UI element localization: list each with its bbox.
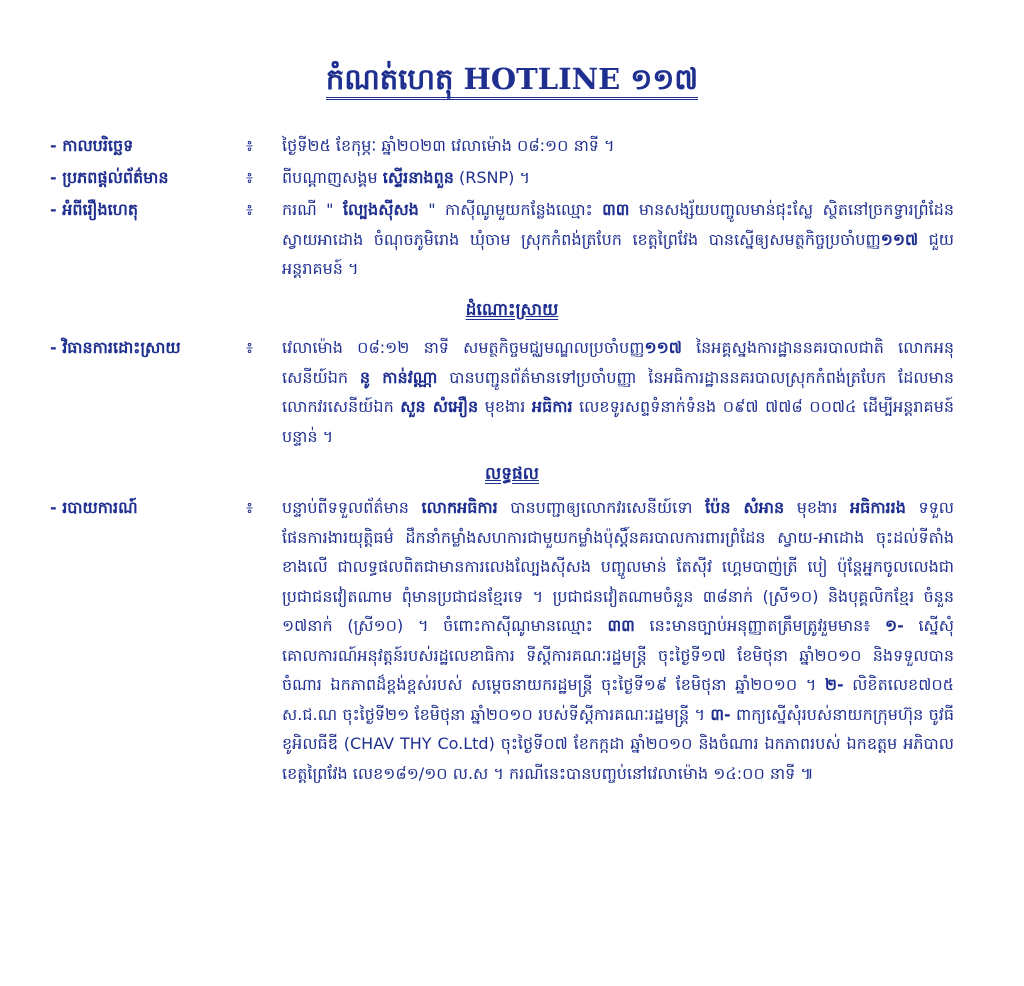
incident-hotline-number: ១១៧ xyxy=(880,229,919,249)
label-report: - របាយការណ៍ xyxy=(50,498,138,517)
source-name: ស្ទើរនាងពួន xyxy=(382,168,454,187)
report-chief-title: លោកអធិការ xyxy=(421,498,498,517)
page-title xyxy=(0,62,1024,104)
resolution-heading xyxy=(0,298,1024,322)
colon-measures: ៖ xyxy=(246,338,254,357)
resolution-heading-text: ដំណោះស្រាយ xyxy=(465,300,559,320)
incident-gambling: ល្បែងស៊ីសង xyxy=(342,200,419,219)
report-item-3-text: ពាក្យស្នើសុំរបស់នាយកក្រុមហ៊ុន ចូវធី ខូអិលធីឌី (CHAV THY Co.Ltd) ចុះថ្ងៃទី០៧ ខែកក្កដា ឆ្នាំ២០១០ និងចំណារ ឯកភាពរបស់ ឯកឧត្តម អភិបាលខេត្តព្រៃវែង លេខ១៨១/១០ ល.ស ។ ករណីនេះបានបញ្ចប់នៅវេលាម៉ោង ១៤:០០ នាទី ៕ xyxy=(282,704,955,783)
measures-officer-name: នូ កាន់វណ្ណា xyxy=(359,367,438,387)
result-heading xyxy=(0,462,1024,486)
label-incident: - អំពីរឿងហេតុ xyxy=(50,200,139,219)
text-incident xyxy=(282,195,954,284)
incident-text-4: ជួយអន្តរាគមន៍ ។ xyxy=(282,229,954,278)
report-casino-name: ៣៣ xyxy=(607,616,635,635)
incident-casino-name: ៣៣ xyxy=(602,200,630,219)
label-time: - កាលបរិច្ឆេទ xyxy=(50,136,134,155)
measures-text-4: មុខងារ xyxy=(478,397,532,416)
label-measures: - វិធានការដោះស្រាយ xyxy=(50,338,181,357)
colon-source: ៖ xyxy=(246,168,254,187)
title-text: កំណត់ហេតុ HOTLINE ១១៧ xyxy=(326,62,698,100)
report-deputy-title: អធិការរង xyxy=(850,498,906,517)
report-text-4: ទទួលផែនការងារយុត្តិធម៌ ដឹកនាំកម្លាំងសហការជាមួយកម្លាំងប៉ុស្ដិ៍នគរបាលការពារព្រំដែន ស្វាយ-អាដោង ចុះដល់ទីតាំងខាងលើ ជាលទ្ធផលពិតជាមានការលេងល្បែងស៊ីសង បញ្ចូលមាន់ តែស៊ីវ ហ្គេមបាញ់ត្រី បៀ ប៉ុន្តែអ្នកចូលលេងជាប្រជាជនវៀតណាម ពុំមានប្រជាជនខ្មែរទេ ។ ប្រជាជនវៀតណាមចំនួន ៣៨នាក់ (ស្រី១០) និងបុគ្គលិកខ្មែរ ចំនួន ១៧នាក់ (ស្រី១០) ។ ចំពោះកាស៊ីណូមានឈ្មោះ xyxy=(282,498,954,635)
colon-incident: ៖ xyxy=(246,200,254,219)
colon-report: ៖ xyxy=(246,498,254,517)
incident-text-2: " កាស៊ីណូមួយកន្លែងឈ្មោះ xyxy=(418,200,603,219)
measures-text-2: នៃអគ្គស្នងការដ្ឋាននគរបាលជាតិ លោកអនុសេនីយ៍ឯក xyxy=(282,338,954,387)
report-item-1-text: ស្នើសុំគោលការណ៍អនុវត្តន៍របស់រដ្ឋលេខាធិការ ទីស្ដីការគណៈរដ្ឋមន្ត្រី ចុះថ្ងៃទី១៧ ខែមិថុនា ឆ្នាំ២០១០ និងទទួលបានចំណារ ឯកភាពដ៏ខ្ពង់ខ្ពស់របស់ សម្ដេចនាយករដ្ឋមន្ត្រី ចុះថ្ងៃទី១៩ ខែមិថុនា ឆ្នាំ២០១០ ។ xyxy=(282,616,954,694)
report-text-5: នេះមានច្បាប់អនុញ្ញាតត្រឹមត្រូវរួមមាន៖ xyxy=(634,616,885,635)
measures-text-1: វេលាម៉ោង ០៨:១២ នាទី សមត្ថកិច្ចមជ្ឈមណ្ឌលប្រចាំបញ្ញ xyxy=(282,338,645,357)
text-source xyxy=(282,163,954,193)
colon-time: ៖ xyxy=(246,136,254,155)
measures-chief-name: សួន សំអឿន xyxy=(400,397,479,416)
measures-text-5: លេខទូរសព្ទទំនាក់ទំនង ០៩៧ ៧៧៨ ០០៧៤ ដើម្បីអន្តរាគមន៍បន្ទាន់ ។ xyxy=(282,397,955,446)
report-item-2-text: លិខិតលេខ៧០៥ ស.ជ.ណ ចុះថ្ងៃទី២១ ខែមិថុនា ឆ្នាំ២០១០ របស់ទីស្ដីការគណៈរដ្ឋមន្ត្រី ។ xyxy=(282,675,954,724)
source-part-a: ពីបណ្ដាញសង្គម xyxy=(282,168,383,187)
incident-text-3: មានសង្ស័យបញ្ចូលមាន់ជុះស្លែ ស្ថិតនៅច្រកទ្វារព្រំដែនស្វាយអាដោង ចំណុចភូមិរោង ឃុំចាម ស្រុកកំពង់ត្របែក ខេត្តព្រៃវែង បានស្នើឲ្យសមត្ថកិច្ចប្រចាំបញ្ញ xyxy=(282,200,954,249)
measures-text-3: បានបញ្ជូនព័ត៌មានទៅប្រចាំបញ្ញា នៃអធិការដ្ឋាននគរបាលស្រុកកំពង់ត្របែក ដែលមានលោកវរសេនីយ៍ឯក xyxy=(282,367,955,416)
report-text-2: បានបញ្ជាឲ្យលោកវរសេនីយ៍ទោ xyxy=(497,498,706,517)
report-item-3-marker: ៣- xyxy=(710,704,731,724)
measures-hotline-number: ១១៧ xyxy=(644,338,682,357)
report-deputy-name: ប៉ែន សំអាន xyxy=(705,498,785,517)
report-item-1-marker: ១- xyxy=(885,616,904,635)
text-report xyxy=(282,493,954,788)
measures-chief-title: អធិការ xyxy=(531,397,573,416)
label-source: - ប្រភពផ្ដល់ព័ត៌មាន xyxy=(50,168,169,187)
source-part-c: (RSNP) ។ xyxy=(453,168,530,187)
text-time: ថ្ងៃទី២៥ ខែកុម្ភៈ ឆ្នាំ២០២៣ វេលាម៉ោង ០៨:១០ នាទី ។ xyxy=(282,136,615,155)
text-measures xyxy=(282,333,954,451)
result-heading-text: លទ្ធផល xyxy=(485,464,539,484)
report-text-3: មុខងារ xyxy=(784,498,850,517)
incident-text-1: ករណី " xyxy=(282,200,343,219)
report-text-1: បន្ទាប់ពីទទួលព័ត៌មាន xyxy=(282,498,422,517)
report-item-2-marker: ២- xyxy=(824,675,844,694)
